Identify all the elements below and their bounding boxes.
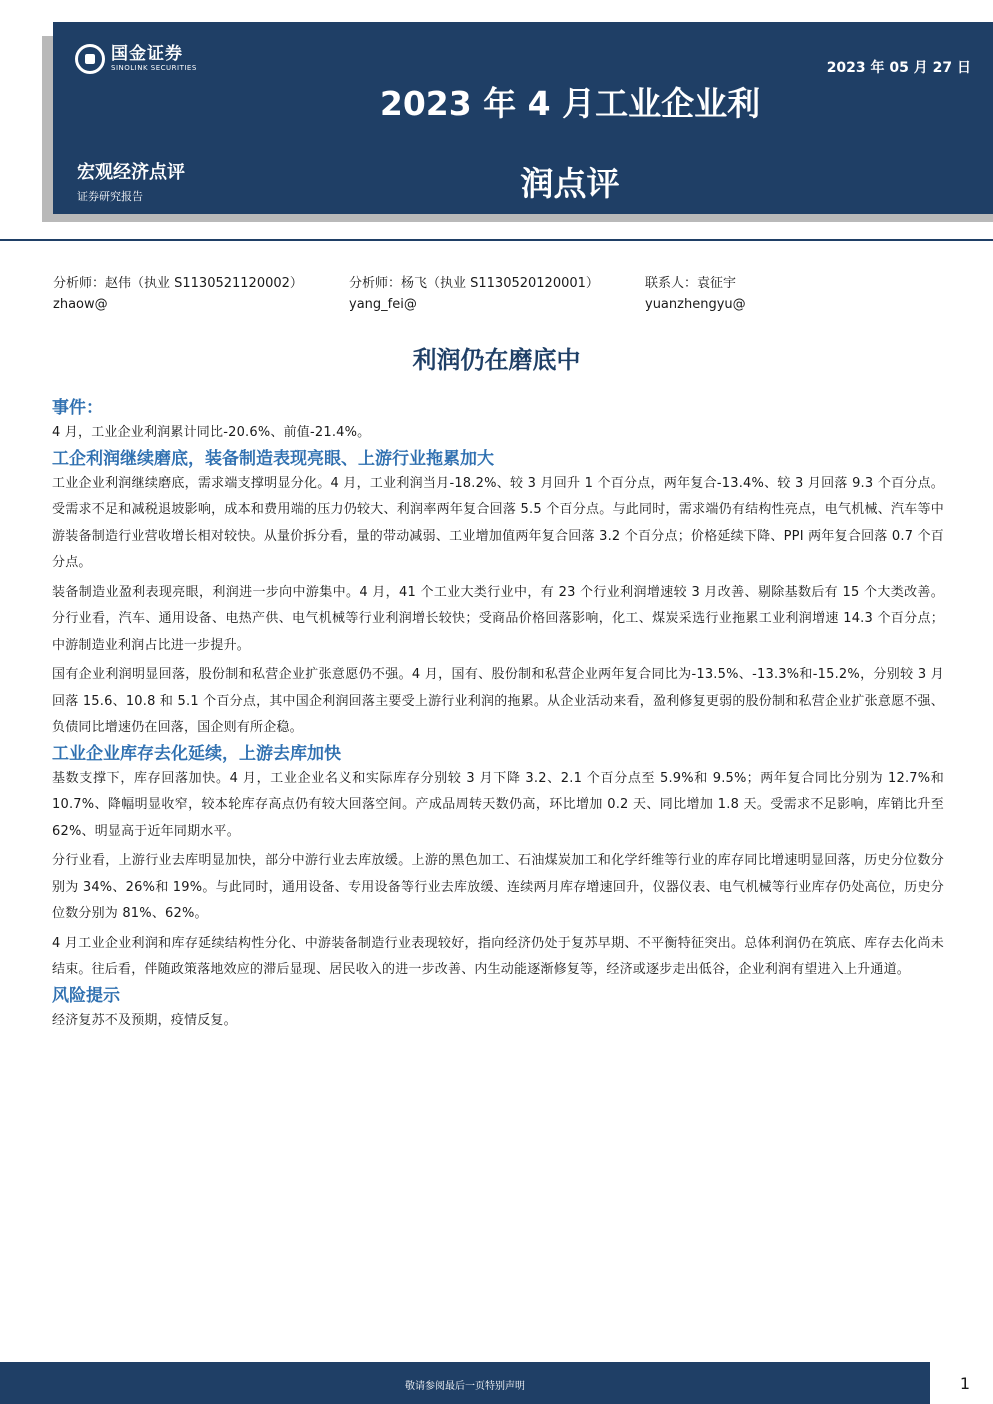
- footer-disclaimer: 敬请参阅最后一页特别声明: [405, 1381, 525, 1392]
- section-title-profits: 工企利润继续磨底，装备制造表现亮眼、上游行业拖累加大: [52, 448, 494, 469]
- section-title-risk: 风险提示: [52, 985, 120, 1006]
- report-title-line1: 2023 年 4 月工业企业利: [379, 84, 761, 123]
- report-column: 宏观经济点评: [77, 162, 185, 183]
- analyst-block: [53, 273, 953, 313]
- profits-paragraph-3: 国有企业利润明显回落，股份制和私营企业扩张意愿仍不强。4 月，国有、股份制和私营企业两年复合同比为-13.5%、-13.3%和-15.2%，分别较 3 月回落 15.6、10.8 和 5.1 个百分点，其中国企利润回落主要受上游行业利润的拖累。从企业活动来看，盈利修复更弱的股份制和私营企业扩张意愿不强、负债同比增速仍在回落，国企则有所企稳。: [52, 667, 944, 735]
- analyst-1-name: 分析师：赵伟（执业 S1130521120002）: [53, 276, 303, 291]
- headline: 利润仍在磨底中: [412, 346, 581, 374]
- contact: [645, 273, 746, 315]
- event-text: 4 月，工业企业利润累计同比-20.6%、前值-21.4%。: [52, 425, 371, 440]
- analyst-2-name: 分析师：杨飞（执业 S1130520120001）: [349, 276, 599, 291]
- section-title-inventory: 工业企业库存去化延续，上游去库加快: [52, 743, 341, 764]
- analyst-1-email: zhaow@: [53, 297, 108, 312]
- analyst-1: [53, 273, 303, 315]
- inventory-paragraph-3: 4 月工业企业利润和库存延续结构性分化、中游装备制造行业表现较好，指向经济仍处于复苏早期、不平衡特征突出。总体利润仍在筑底、库存去化尚未结束。往后看，伴随政策落地效应的滞后显现、居民收入的进一步改善、内生动能逐渐修复等，经济或逐步走出低谷，企业利润有望进入上升通道。: [52, 935, 944, 977]
- header-divider: [0, 239, 993, 241]
- analyst-2-email: yang_fei@: [349, 297, 417, 312]
- report-body: [52, 396, 944, 1034]
- inventory-paragraph-2: 分行业看，上游行业去库明显加快，部分中游行业去库放缓。上游的黑色加工、石油煤炭加工和化学纤维等行业的库存同比增速明显回落，历史分位数分别为 34%、26%和 19%。与此同时，通用设备、专用设备等行业去库放缓、连续两月库存增速回升，仪器仪表、电气机械等行业库存仍处高位，历史分位数分别为 81%、62%。: [52, 853, 944, 921]
- report-date: 2023 年 05 月 27 日: [826, 60, 971, 76]
- section-title-event: 事件：: [52, 398, 103, 418]
- risk-text: 经济复苏不及预期，疫情反复。: [52, 1012, 237, 1028]
- contact-name: 联系人：袁征宇: [645, 276, 737, 291]
- report-type: 证券研究报告: [77, 190, 143, 203]
- inventory-paragraph-1: 基数支撑下，库存回落加快。4 月，工业企业名义和实际库存分别较 3 月下降 3.2、2.1 个百分点至 5.9%和 9.5%；两年复合同比分别为 12.7%和 10.7%、降幅明显收窄，较本轮库存高点仍有较大回落空间。产成品周转天数仍高，环比增加 0.2 天、同比增加 1.8 天。受需求不足影响，库销比升至 62%、明显高于近年同期水平。: [52, 770, 944, 839]
- analyst-2: [349, 273, 599, 315]
- logo-name-cn: 国金证券: [111, 44, 183, 64]
- report-title-line2: 润点评: [520, 164, 620, 203]
- report-title: [290, 64, 850, 224]
- company-logo: [75, 44, 197, 74]
- page-number: 1: [959, 1374, 971, 1393]
- profits-paragraph-1: 工业企业利润继续磨底，需求端支撑明显分化。4 月，工业利润当月-18.2%、较 3 月回升 1 个百分点，两年复合-13.4%、较 3 月回落 9.3 个百分点。受需求不足和减税退坡影响，成本和费用端的压力仍较大、利润率两年复合回落 5.5 个百分点。与此同时，需求端仍有结构性亮点，电气机械、汽车等中游装备制造行业营收增长相对较快。从量价拆分看，量的带动减弱、工业增加值两年复合回落 3.2 个百分点；价格延续下降、PPI 两年复合回落 0.7 个百分点。: [52, 475, 944, 570]
- logo-name-en: SINOLINK SECURITIES: [111, 64, 197, 72]
- logo-icon: [75, 44, 105, 74]
- profits-paragraph-2: 装备制造业盈利表现亮眼，利润进一步向中游集中。4 月，41 个工业大类行业中，有 23 个行业利润增速较 3 月改善、剔除基数后有 15 个大类改善。分行业看，汽车、通用设备、电热产供、电气机械等行业利润增长较快；受商品价格回落影响，化工、煤炭采选行业拖累工业利润增速 14.3 个百分点；中游制造业利润占比进一步提升。: [52, 584, 944, 653]
- contact-email: yuanzhengyu@: [645, 297, 746, 312]
